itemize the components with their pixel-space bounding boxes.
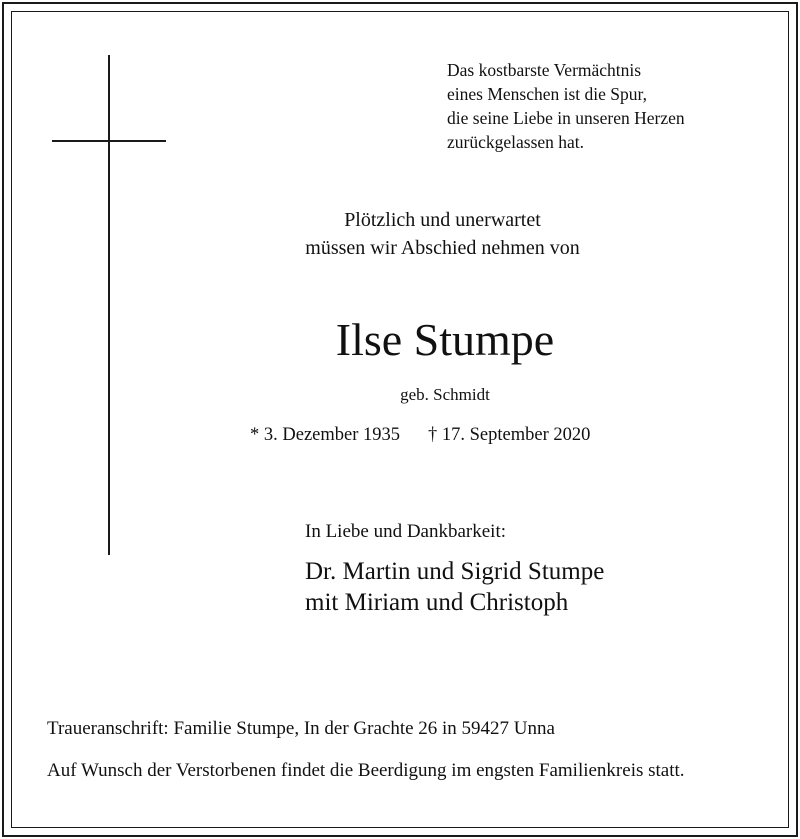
funeral-note: Auf Wunsch der Verstorbenen findet die Beerdigung im engsten Familienkreis statt. [47, 760, 685, 781]
birth-date: * 3. Dezember 1935 [250, 425, 401, 445]
condolence-address: Traueranschrift: Familie Stumpe, In der Grachte 26 in 59427 Unna [47, 718, 555, 739]
mourners-intro: In Liebe und Dankbarkeit: [305, 521, 507, 542]
quote-line: die seine Liebe in unseren Herzen [447, 108, 685, 128]
cross-vertical-bar [108, 55, 110, 555]
life-dates [250, 422, 590, 448]
intro-line: Plötzlich und unerwartet [344, 209, 541, 231]
deceased-name: Ilse Stumpe [335, 314, 555, 365]
death-date: † 17. September 2020 [428, 425, 591, 445]
memorial-quote [447, 58, 777, 154]
mourner-line: Dr. Martin und Sigrid Stumpe [305, 558, 605, 585]
quote-line: eines Menschen ist die Spur, [447, 84, 648, 104]
birth-name: geb. Schmidt [400, 385, 490, 404]
announcement-intro [195, 206, 690, 262]
mourners-names [305, 556, 604, 618]
mourner-line: mit Miriam und Christoph [305, 589, 569, 616]
quote-line: zurückgelassen hat. [447, 132, 585, 152]
intro-line: müssen wir Abschied nehmen von [305, 237, 580, 259]
quote-line: Das kostbarste Vermächtnis [447, 60, 642, 80]
cross-horizontal-bar [52, 140, 166, 142]
